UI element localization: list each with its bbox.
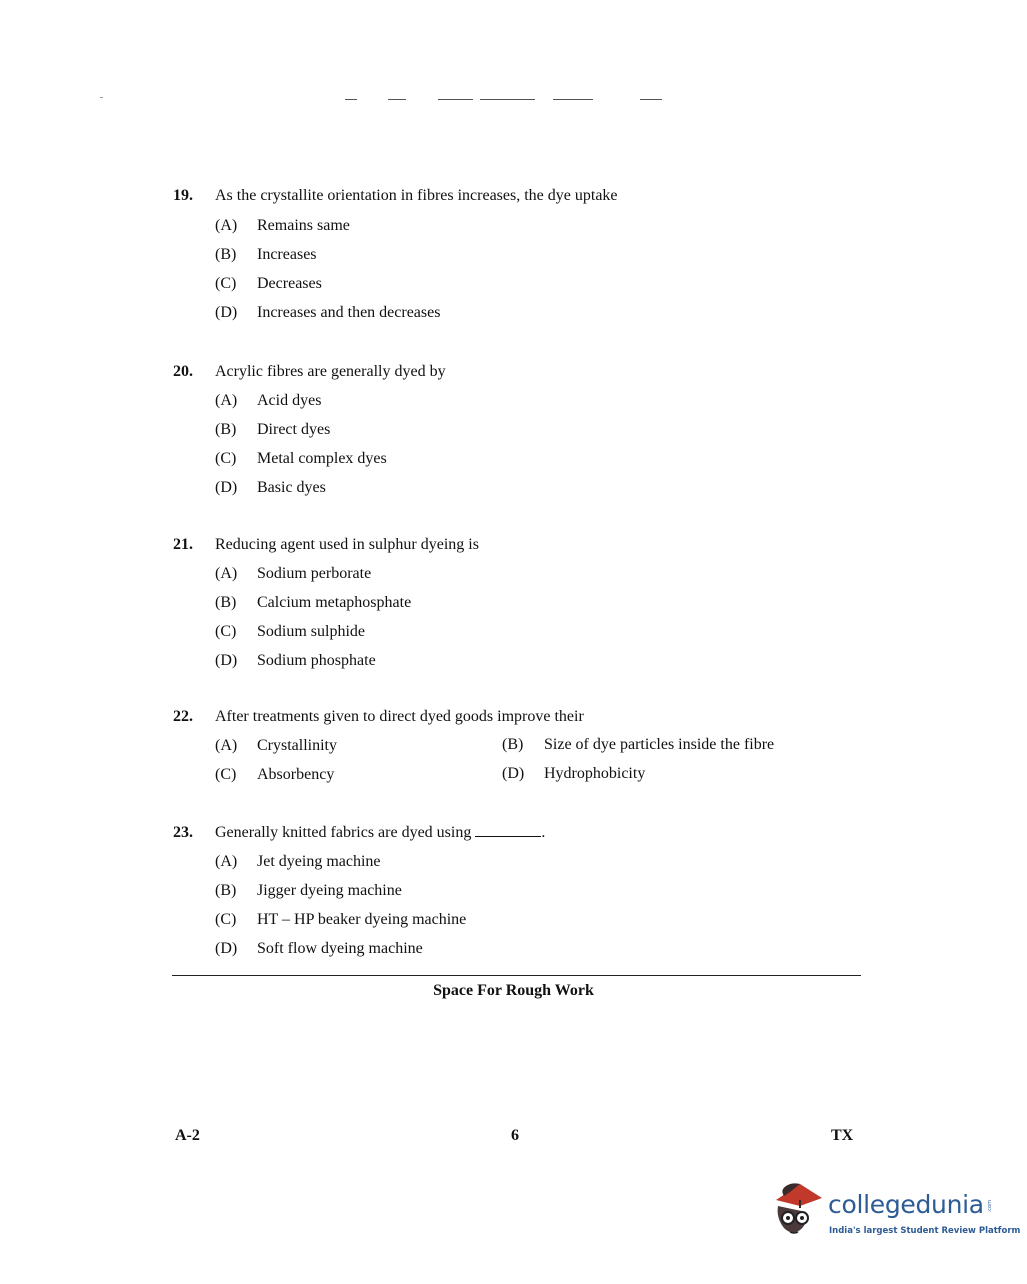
option-text: Crystallinity (257, 737, 337, 754)
option-text: Jet dyeing machine (257, 853, 381, 870)
subject-code: TX (831, 1127, 854, 1144)
scan-mark (640, 99, 662, 100)
option-d (215, 652, 376, 670)
option-text: Metal complex dyes (257, 450, 387, 467)
collegedunia-logo (770, 1178, 1021, 1248)
option-d (215, 479, 326, 497)
option-c (215, 766, 334, 784)
question-text-main: Generally knitted fabrics are dyed using (215, 824, 472, 841)
option-label: (A) (215, 217, 238, 234)
option-label: (D) (215, 304, 238, 321)
option-label: (C) (215, 623, 237, 640)
option-d (502, 765, 645, 783)
option-text: Sodium phosphate (257, 652, 376, 669)
question-number: 21. (173, 536, 193, 553)
option-label: (A) (215, 853, 238, 870)
option-text: Hydrophobicity (544, 765, 646, 782)
option-d (215, 940, 423, 958)
question-number: 20. (173, 363, 193, 380)
question-text: As the crystallite orientation in fibres increases, the dye uptake (215, 187, 618, 204)
option-d (215, 304, 440, 322)
divider-line (172, 975, 861, 976)
question-text-end: . (541, 824, 546, 841)
footer-code: A-2 (175, 1127, 200, 1144)
scan-mark (438, 99, 473, 100)
option-text: Sodium perborate (257, 565, 372, 582)
option-label: (B) (502, 736, 524, 753)
option-text: Soft flow dyeing machine (257, 940, 423, 957)
option-label: (B) (215, 246, 237, 263)
scan-mark (100, 97, 103, 98)
scan-mark (480, 99, 535, 100)
question-text: After treatments given to direct dyed goods improve their (215, 708, 584, 725)
option-c (215, 450, 387, 468)
option-label: (D) (215, 940, 238, 957)
question-number: 23. (173, 824, 193, 841)
scan-mark (388, 99, 406, 100)
option-a (215, 217, 350, 235)
option-label: (B) (215, 594, 237, 611)
mascot-icon (770, 1178, 828, 1240)
page-number: 6 (511, 1127, 519, 1144)
option-label: (D) (215, 652, 238, 669)
option-a (215, 392, 321, 410)
option-label: (C) (215, 911, 237, 928)
option-text: Size of dye particles inside the fibre (544, 736, 775, 753)
question-number: 19. (173, 187, 193, 204)
option-text: Increases and then decreases (257, 304, 441, 321)
option-c (215, 275, 322, 293)
question-text: Acrylic fibres are generally dyed by (215, 363, 446, 380)
option-label: (A) (215, 392, 238, 409)
scan-mark (553, 99, 593, 100)
option-label: (C) (215, 766, 237, 783)
option-text: Sodium sulphide (257, 623, 366, 640)
option-text: Acid dyes (257, 392, 322, 409)
option-label: (C) (215, 450, 237, 467)
option-text: Increases (257, 246, 317, 263)
option-text: Basic dyes (257, 479, 326, 496)
option-b (215, 421, 330, 439)
brand-name: collegedunia (828, 1190, 984, 1219)
option-text: Decreases (257, 275, 322, 292)
option-b (502, 736, 774, 754)
option-label: (B) (215, 882, 237, 899)
brand-tagline: India's largest Student Review Platform (829, 1226, 1021, 1236)
question-number: 22. (173, 708, 193, 725)
option-text: Calcium metaphosphate (257, 594, 412, 611)
option-label: (B) (215, 421, 237, 438)
option-b (215, 594, 411, 612)
option-a (215, 565, 371, 583)
answer-blank (475, 824, 541, 837)
option-b (215, 246, 317, 264)
brand-suffix: .com (987, 1200, 993, 1213)
option-text: HT – HP beaker dyeing machine (257, 911, 467, 928)
option-a (215, 853, 381, 871)
option-c (215, 623, 365, 641)
scan-mark (345, 99, 357, 100)
option-label: (A) (215, 737, 238, 754)
question-text (215, 824, 545, 842)
option-label: (D) (215, 479, 238, 496)
option-text: Remains same (257, 217, 350, 234)
option-label: (C) (215, 275, 237, 292)
option-label: (D) (502, 765, 525, 782)
option-label: (A) (215, 565, 238, 582)
rough-work-heading: Space For Rough Work (433, 982, 594, 999)
option-c (215, 911, 466, 929)
option-b (215, 882, 402, 900)
option-text: Absorbency (257, 766, 335, 783)
option-text: Jigger dyeing machine (257, 882, 402, 899)
option-text: Direct dyes (257, 421, 331, 438)
option-a (215, 737, 337, 755)
question-text: Reducing agent used in sulphur dyeing is (215, 536, 479, 553)
